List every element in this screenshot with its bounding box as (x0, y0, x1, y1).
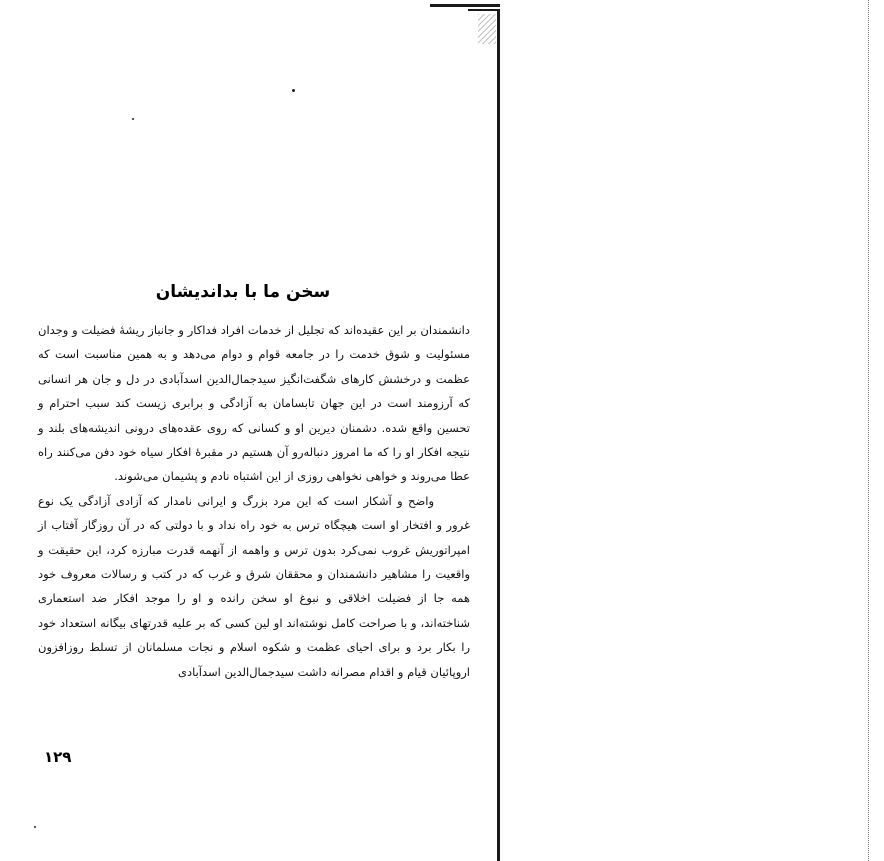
facing-page-blank (500, 0, 884, 861)
paragraph-2: واضح و آشکار است که این مرد بزرگ و ایرانی نامدار که آزادی آزادگی یک نوع غرور و افتخار او است هیچگاه ترس به خود راه نداد و با دولتی که در آن روزگار آفتاب از امپراتوریش غروب نمی‌کرد بدون ترس و واهمه از آنهمه قدرت مبارزه کرد، این حقیقت و واقعیت را مشاهیر دانشمندان و محققان شرق و غرب که در کتب و رسالات معروف خود همه جا از فضیلت اخلاقی و نبوغ او سخن رانده و او را موجد افکار ضد استعماری شناخته‌اند، و با صراحت کامل نوشته‌اند او لین کسی که بر علیه قدرتهای بیگانه استعداد خود را بکار برد و برای احیای عظمت و شکوه اسلام و نجات مسلمانان از تسلط روزافزون اروپائیان قیام و اقدام مصرانه داشت سیدجمال‌الدین اسدآبادی (38, 493, 470, 679)
book-spine (497, 10, 500, 861)
ink-speck (34, 826, 36, 828)
scan-corner-noise (478, 14, 496, 44)
page-number: ۱۲۹ (44, 748, 72, 766)
ink-speck (132, 118, 134, 120)
book-spine-top-edge-inner (468, 9, 500, 11)
body-text (38, 318, 470, 684)
ink-speck (292, 89, 295, 92)
paragraph-1: دانشمندان بر این عقیده‌اند که تجلیل از خدمات افراد فداکار و جانباز ریشهٔ فضیلت و وجدان مسئولیت و شوق خدمت را در جامعه قوام و دوام می‌دهد و به همین مناسبت است که عظمت و درخشش کارهای شگفت‌انگیز سیدجمال‌الدین اسدآبادی در دل و جان هر انسانی که آرزومند است در این جهان تابسامان به آزادگی و برابری زیست کند سبب احترام و تحسین واقع شده. دشمنان دیرین او و کسانی که روی عقده‌های درونی اندیشه‌های بلند و نتیجه افکار او را که ما امروز دنباله‌رو آن هستیم در مقبرهٔ افکار سیاه خود دفن می‌کنند راه عطا می‌روند و خواهی نخواهی روزی از این اشتباه نادم و پشیمان می‌شوند. (38, 323, 470, 484)
page-title: سخن ما با بداندیشان (155, 282, 331, 302)
book-spine-top-edge (430, 4, 500, 7)
scan-edge-line (868, 0, 872, 861)
